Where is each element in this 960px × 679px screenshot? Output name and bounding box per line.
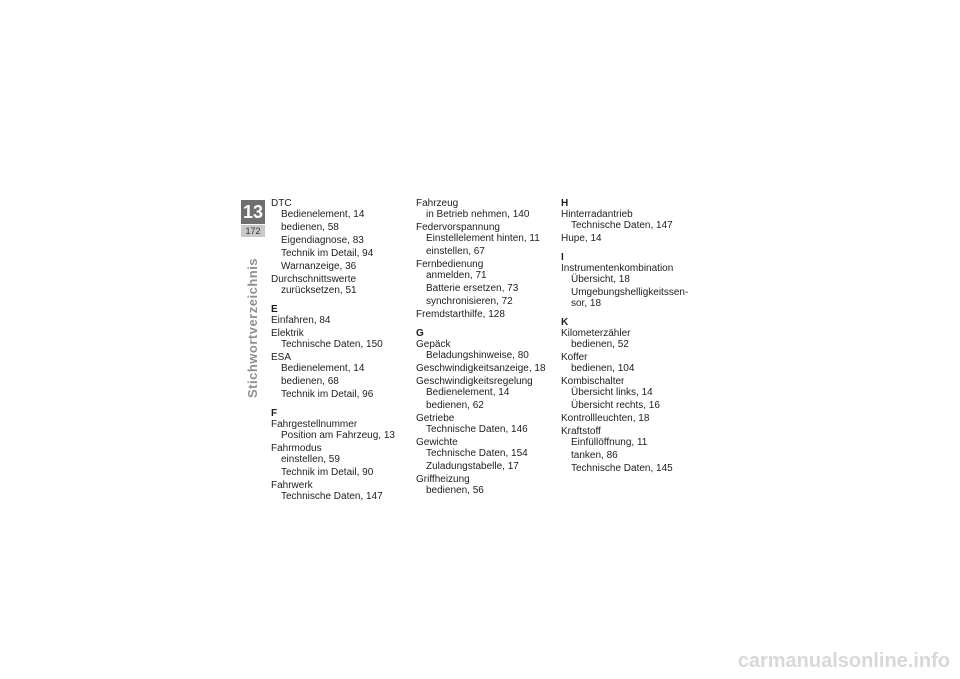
index-subentry: in Betrieb nehmen, 140 <box>426 209 530 220</box>
index-entry <box>271 443 409 478</box>
letter-heading: H <box>561 198 569 209</box>
index-subentry: Übersicht, 18 <box>571 274 630 285</box>
index-subentry: Zuladungstabelle, 17 <box>426 461 519 472</box>
index-term: Gewichte <box>416 437 458 448</box>
index-term: Hupe, 14 <box>561 233 602 244</box>
index-subentry: bedienen, 58 <box>281 222 339 233</box>
index-subentry: Beladungshinweise, 80 <box>426 350 529 361</box>
index-subentry: Technik im Detail, 94 <box>281 248 374 259</box>
index-entry <box>271 352 409 400</box>
letter-heading: F <box>271 408 278 419</box>
index-entry <box>416 222 554 257</box>
index-entry <box>271 328 409 350</box>
index-subentry: Übersicht links, 14 <box>571 387 653 398</box>
index-term: ESA <box>271 352 292 363</box>
index-term: Hinterradantrieb <box>561 209 633 220</box>
index-term: Kontrollleuchten, 18 <box>561 413 650 424</box>
index-term: Getriebe <box>416 413 455 424</box>
index-subentry: Bedienelement, 14 <box>281 363 365 374</box>
index-subentry: bedienen, 62 <box>426 400 484 411</box>
index-term: Fahrzeug <box>416 198 459 209</box>
index-term: Federvorspannung <box>416 222 500 233</box>
index-entry <box>416 259 554 307</box>
chapter-number: 13 <box>242 202 264 222</box>
index-term: Kraftstoff <box>561 426 601 437</box>
index-term: DTC <box>271 198 292 209</box>
index-subentry: Eigendiagnose, 83 <box>281 235 364 246</box>
letter-heading: I <box>561 252 564 263</box>
index-term: Kombischalter <box>561 376 625 387</box>
index-subentry: bedienen, 104 <box>571 363 635 374</box>
index-entry <box>271 480 409 502</box>
index-term: Fahrmodus <box>271 443 322 454</box>
index-term: Instrumentenkombination <box>561 263 674 274</box>
index-subentry: Batterie ersetzen, 73 <box>426 283 519 294</box>
index-subentry: Technische Daten, 147 <box>571 220 673 231</box>
index-column-1 <box>271 198 409 502</box>
index-subentry: bedienen, 68 <box>281 376 339 387</box>
index-term: Fernbedienung <box>416 259 484 270</box>
index-term: Fremdstarthilfe, 128 <box>416 309 505 320</box>
index-term: Fahrwerk <box>271 480 313 491</box>
index-entry <box>416 363 554 374</box>
index-entry <box>561 426 699 474</box>
letter-heading: K <box>561 317 569 328</box>
watermark: carmanualsonline.info <box>737 650 950 672</box>
index-column-3 <box>561 198 699 474</box>
index-subentry: Technik im Detail, 96 <box>281 389 374 400</box>
index-entry <box>416 437 554 472</box>
index-entry <box>561 413 699 424</box>
index-entry <box>561 328 699 350</box>
index-entry <box>416 309 554 320</box>
index-entry <box>416 198 554 220</box>
index-subentry: bedienen, 52 <box>571 339 629 350</box>
index-subentry: einstellen, 59 <box>281 454 340 465</box>
index-subentry: Einfüllöffnung, 11 <box>571 437 648 448</box>
index-term: Griffheizung <box>416 474 470 485</box>
page-number: 172 <box>241 225 265 237</box>
index-term: Gepäck <box>416 339 451 350</box>
index-term: Durchschnittswerte <box>271 274 357 285</box>
index-column-2 <box>416 198 554 496</box>
index-term: Fahrgestellnummer <box>271 419 358 430</box>
index-subentry: synchronisieren, 72 <box>426 296 513 307</box>
index-entry <box>271 315 409 326</box>
chapter-tab <box>241 200 265 237</box>
index-subentry: Technische Daten, 146 <box>426 424 528 435</box>
index-entry <box>561 352 699 374</box>
index-entry <box>416 376 554 411</box>
index-subentry: bedienen, 56 <box>426 485 484 496</box>
index-entry <box>416 339 554 361</box>
index-entry <box>416 413 554 435</box>
letter-heading: E <box>271 304 278 315</box>
index-subentry: anmelden, 71 <box>426 270 487 281</box>
index-subentry: Einstellelement hinten, 11 <box>426 233 540 244</box>
index-subentry: Bedienelement, 14 <box>281 209 365 220</box>
index-term: Koffer <box>561 352 588 363</box>
index-subentry: zurücksetzen, 51 <box>281 285 357 296</box>
index-term: Einfahren, 84 <box>271 315 331 326</box>
index-subentry: Bedienelement, 14 <box>426 387 510 398</box>
letter-heading: G <box>416 328 424 339</box>
index-subentry: Technische Daten, 154 <box>426 448 528 459</box>
index-term: Elektrik <box>271 328 304 339</box>
index-subentry: Technik im Detail, 90 <box>281 467 374 478</box>
index-entry <box>561 209 699 231</box>
index-subentry: einstellen, 67 <box>426 246 485 257</box>
index-entry <box>271 419 409 441</box>
index-subentry: Übersicht rechts, 16 <box>571 400 660 411</box>
index-entry <box>561 376 699 411</box>
index-subentry: Technische Daten, 147 <box>281 491 383 502</box>
chapter-title-vertical: Stichwortverzeichnis <box>245 257 260 398</box>
index-subentry: Umgebungshelligkeitssen-sor, 18 <box>571 287 689 309</box>
index-term: Geschwindigkeitsanzeige, 18 <box>416 363 546 374</box>
index-entry <box>561 233 699 244</box>
index-subentry: tanken, 86 <box>571 450 618 461</box>
index-entry <box>561 263 699 309</box>
index-subentry: Warnanzeige, 36 <box>281 261 357 272</box>
index-entry <box>271 274 409 296</box>
index-subentry: Technische Daten, 150 <box>281 339 383 350</box>
index-subentry: Position am Fahrzeug, 13 <box>281 430 395 441</box>
index-subentry: Technische Daten, 145 <box>571 463 673 474</box>
index-term: Geschwindigkeitsregelung <box>416 376 533 387</box>
index-entry <box>271 198 409 272</box>
index-term: Kilometerzähler <box>561 328 631 339</box>
index-entry <box>416 474 554 496</box>
